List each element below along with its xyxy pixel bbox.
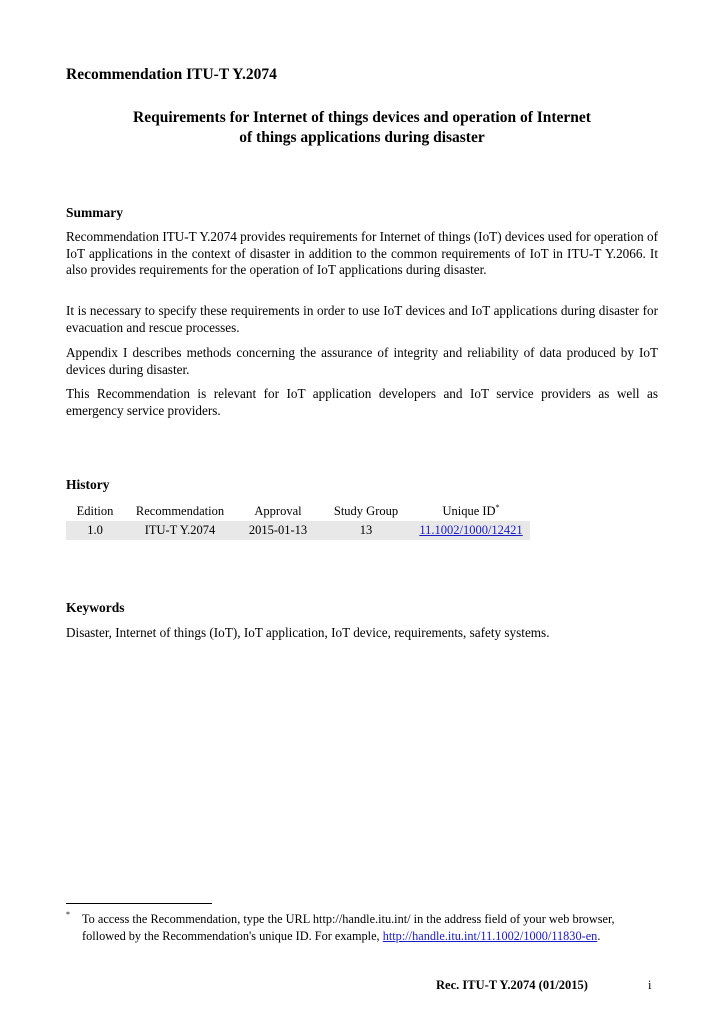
col-unique-id-label: Unique ID: [442, 504, 496, 518]
unique-id-link[interactable]: 11.1002/1000/12421: [419, 523, 523, 537]
history-header-row: [66, 501, 530, 521]
footnote-text: To access the Recommendation, type the URL http://handle.itu.int/ in the address field of your web browser, followed by the Recommendation's unique ID. For example,: [82, 912, 615, 943]
footnote: [82, 911, 658, 944]
table-row: [66, 521, 530, 540]
cell-study-group: 13: [320, 521, 412, 540]
footnote-ref-mark: *: [495, 503, 500, 512]
history-table: [66, 501, 530, 540]
footnote-end: .: [597, 928, 601, 943]
summary-paragraph-3: Appendix I describes methods concerning the assurance of integrity and reliability of data produced by IoT devices during disaster.: [66, 345, 658, 377]
footer-rec-label: Rec. ITU-T Y.2074 (01/2015): [436, 978, 588, 992]
keywords-heading: Keywords: [66, 600, 125, 615]
footnote-mark: *: [66, 910, 70, 919]
history-heading: History: [66, 477, 110, 492]
footnote-divider: [66, 903, 212, 904]
summary-paragraph-2: It is necessary to specify these requirements in order to use IoT devices and IoT applications during disaster for evacuation and rescue processes.: [66, 303, 658, 335]
col-approval: Approval: [254, 503, 302, 518]
summary-paragraph-4: This Recommendation is relevant for IoT application developers and IoT service providers as well as emergency service providers.: [66, 386, 658, 418]
summary-paragraph-1: Recommendation ITU-T Y.2074 provides requirements for Internet of things (IoT) devices used for operation of IoT applications in the context of disaster in addition to the common requirements of IoT in ITU-T Y.2066. It also provides requirements for the operation of IoT applications during disaster.: [66, 229, 658, 277]
document-main-title: [66, 108, 658, 148]
main-title-line-2: of things applications during disaster: [239, 129, 485, 146]
col-recommendation: Recommendation: [135, 503, 225, 518]
col-study-group: Study Group: [333, 503, 399, 518]
cell-recommendation: ITU-T Y.2074: [124, 521, 236, 540]
cell-unique-id: [412, 521, 530, 540]
cell-edition: 1.0: [66, 521, 124, 540]
page-number: i: [648, 978, 652, 992]
col-unique-id: [412, 501, 530, 521]
col-edition: Edition: [76, 503, 114, 518]
cell-approval: 2015-01-13: [236, 521, 320, 540]
footnote-example-link[interactable]: http://handle.itu.int/11.1002/1000/11830-en: [382, 928, 598, 943]
summary-heading: Summary: [66, 205, 123, 220]
main-title-line-1: Requirements for Internet of things devices and operation of Internet: [133, 109, 591, 126]
recommendation-title: Recommendation ITU-T Y.2074: [66, 66, 277, 83]
keywords-text: Disaster, Internet of things (IoT), IoT application, IoT device, requirements, safety systems.: [66, 625, 550, 640]
